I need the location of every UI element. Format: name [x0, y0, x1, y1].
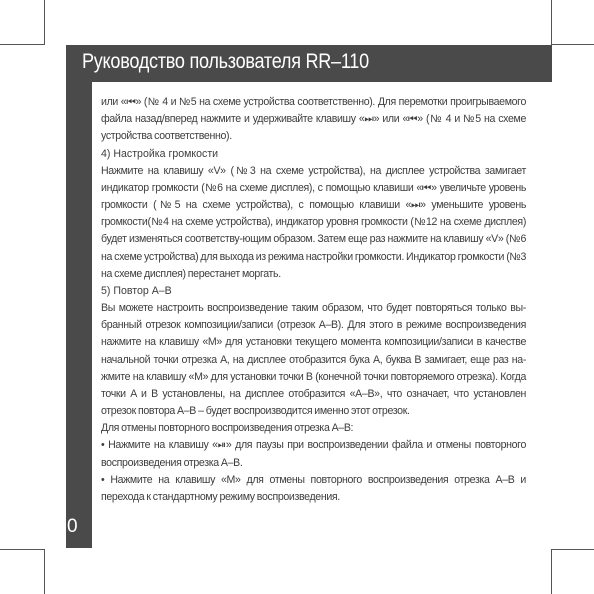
list-item: • Нажмите на клавишу «M» для отмены повторного воспроизведения отрезка A–B и перехода к стандартному режиму воспроизведения. — [101, 473, 526, 503]
paragraph: Нажмите на клавишу «V» (№3 на схеме устройства), на дисплее устройства замигает индикатор громкости (№6 на схеме дисплея), с помощью клавиши «⏮» увеличьте уровень громкости (№5 на схеме устройства), с помощью клавиши «⏭» уменьшите уровень громкости(№4 на схеме устройства), индикатор уровня громкости (№12 на схеме дисплея) будет изменяться соответству-ющим образом. Затем еще раз нажмите на клавишу «V» (№6 на схеме устройства) для выхода из режима настройки громкости. Индикатор громкости (№3 на схеме дисплея) перестанет моргать. — [101, 164, 526, 280]
crop-mark — [44, 0, 45, 45]
crop-mark — [44, 549, 45, 594]
section-heading: 5) Повтор A–B — [101, 284, 172, 297]
crop-mark — [0, 549, 45, 550]
paragraph: Вы можете настроить воспроизведение таким образом, что будет повторяться только вы-бранный отрезок композиции/записи (отрезок A–B). Для этого в режиме воспроизведения нажмите на клавишу «M» для установки текущего момента композиции/записи в качестве начальной точки отрезка A, на дисплее отобразится бука A, буква B замигает, еще раз на-жмите на клавишу «M» для установки точки B (конечной точки повторяемого отрезка). Когда точки A и B установлены, на дисплее отобразится «A–B», что означает, что установлен отрезок повтора A–B – будет воспроизводится именно этот отрезок. — [101, 302, 526, 418]
crop-mark — [551, 0, 552, 45]
page-title: Руководство пользователя RR–110 — [82, 50, 369, 73]
paragraph: или «⏮» (№ 4 и №5 на схеме устройства соответственно). Для перемотки проигрываемого файла назад/вперед нажмите и удерживайте клавишу «⏭» или «⏮» (№ 4 и №5 на схеме устройства соответственно). — [101, 96, 526, 143]
page-number: 10 — [56, 516, 78, 537]
crop-mark — [0, 44, 45, 45]
paragraph: Для отмены повторного воспроизведения отрезка A–B: — [101, 422, 354, 435]
body-text — [101, 94, 526, 506]
list-item: • Нажмите на клавишу «⏯» для паузы при воспроизведении файла и отмены повторного воспроизведения отрезка A–B. — [101, 439, 526, 469]
section-heading: 4) Настройка громкости — [101, 147, 219, 160]
crop-mark — [551, 549, 594, 550]
crop-mark — [551, 44, 594, 45]
side-bar — [66, 82, 92, 548]
crop-mark — [551, 549, 552, 594]
